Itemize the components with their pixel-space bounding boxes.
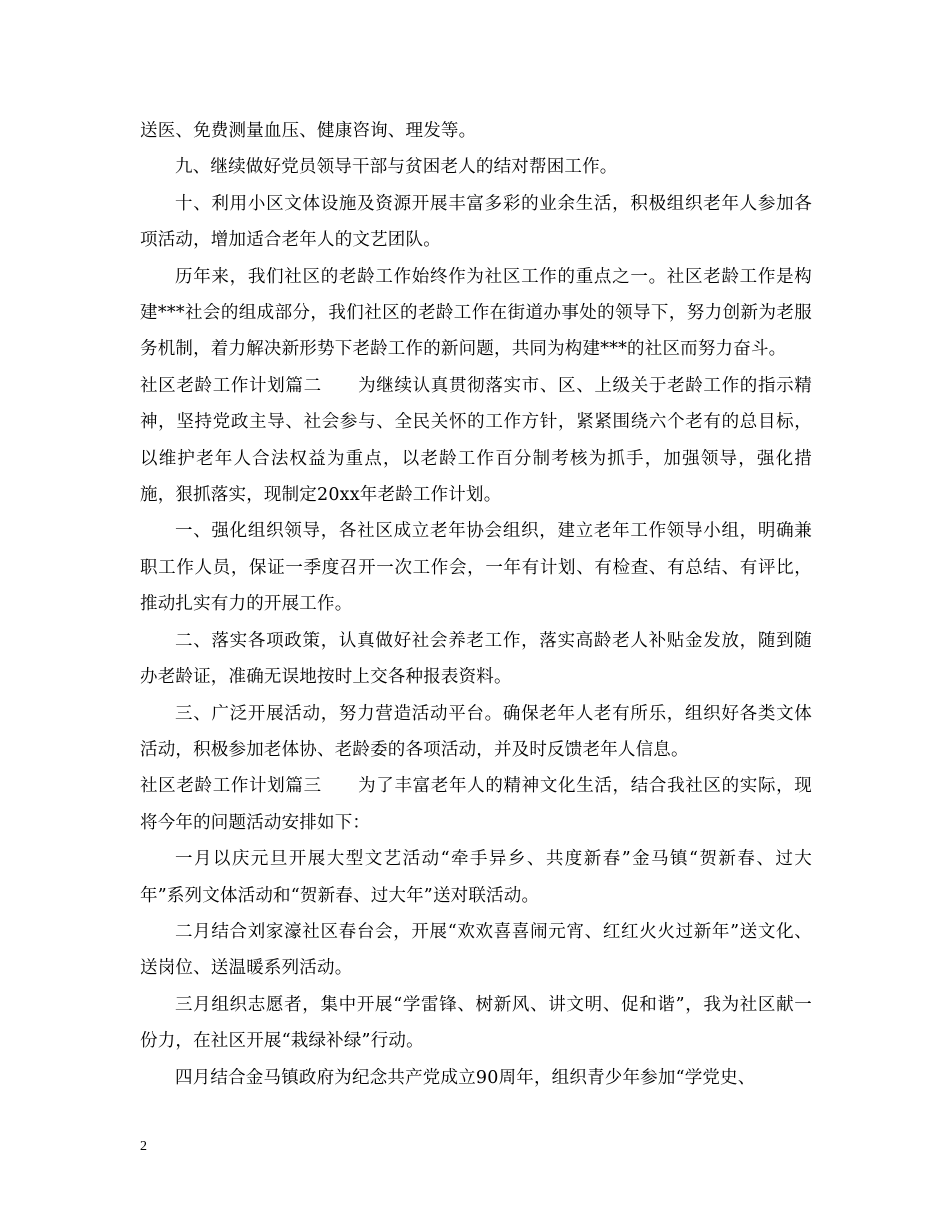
paragraph-4: 历年来，我们社区的老龄工作始终作为社区工作的重点之一。社区老龄工作是构建***社会的组成部分，我们社区的老龄工作在街道办事处的领导下，努力创新为老服务机制，着力解决新形势下老龄工作的新问题，共同为构建***的社区而努力奋斗。	[140, 266, 812, 360]
paragraph-8: 三、广泛开展活动，努力营造活动平台。确保老年人老有所乐，组织好各类文体活动，积极参加老体协、老龄委的各项活动，并及时反馈老年人信息。	[140, 703, 812, 760]
paragraph-3: 十、利用小区文体设施及资源开展丰富多彩的业余生活，积极组织老年人参加各项活动，增加适合老年人的文艺团队。	[140, 193, 812, 251]
paragraph-12: 三月组织志愿者，集中开展“学雷锋、树新风、讲文明、促和谐”，我为社区献一份力，在社区开展“栽绿补绿”行动。	[140, 994, 812, 1052]
document-body	[140, 113, 812, 1096]
paragraph-1: 送医、免费测量血压、健康咨询、理发等。	[140, 121, 477, 141]
paragraph-13: 四月结合金马镇政府为纪念共产党成立90周年，组织青少年参加“学党史、	[175, 1067, 756, 1088]
paragraph-6: 一、强化组织领导，各社区成立老年协会组织，建立老年工作领导小组，明确兼职工作人员，保证一季度召开一次工作会，一年有计划、有检查、有总结、有评比，推动扎实有力的开展工作。	[140, 521, 812, 615]
paragraph-7: 二、落实各项政策，认真做好社会养老工作，落实高龄老人补贴金发放，随到随办老龄证，准确无误地按时上交各种报表资料。	[140, 630, 812, 688]
section-heading-plan-2: 社区老龄工作计划篇二 为继续认真贯彻落实市、区、上级关于老龄工作的指示精神，坚持党政主导、社会参与、全民关怀的工作方针，紧紧围绕六个老有的总目标，以维护老年人合法权益为重点，以老龄工作百分制考核为抓手，加强领导，强化措施，狠抓落实，现制定20xx年老龄工作计划。	[140, 375, 812, 506]
page-number: 2	[140, 1139, 147, 1154]
section-heading-plan-3: 社区老龄工作计划篇三 为了丰富老年人的精神文化生活，结合我社区的实际，现将今年的问题活动安排如下：	[140, 776, 812, 833]
paragraph-2: 九、继续做好党员领导干部与贫困老人的结对帮困工作。	[175, 157, 618, 178]
paragraph-10: 一月以庆元旦开展大型文艺活动“牵手异乡、共度新春”金马镇“贺新春、过大年”系列文体活动和“贺新春、过大年”送对联活动。	[140, 849, 812, 906]
paragraph-11: 二月结合刘家濠社区春台会，开展“欢欢喜喜闹元宵、红红火火过新年”送文化、送岗位、送温暖系列活动。	[140, 921, 812, 979]
